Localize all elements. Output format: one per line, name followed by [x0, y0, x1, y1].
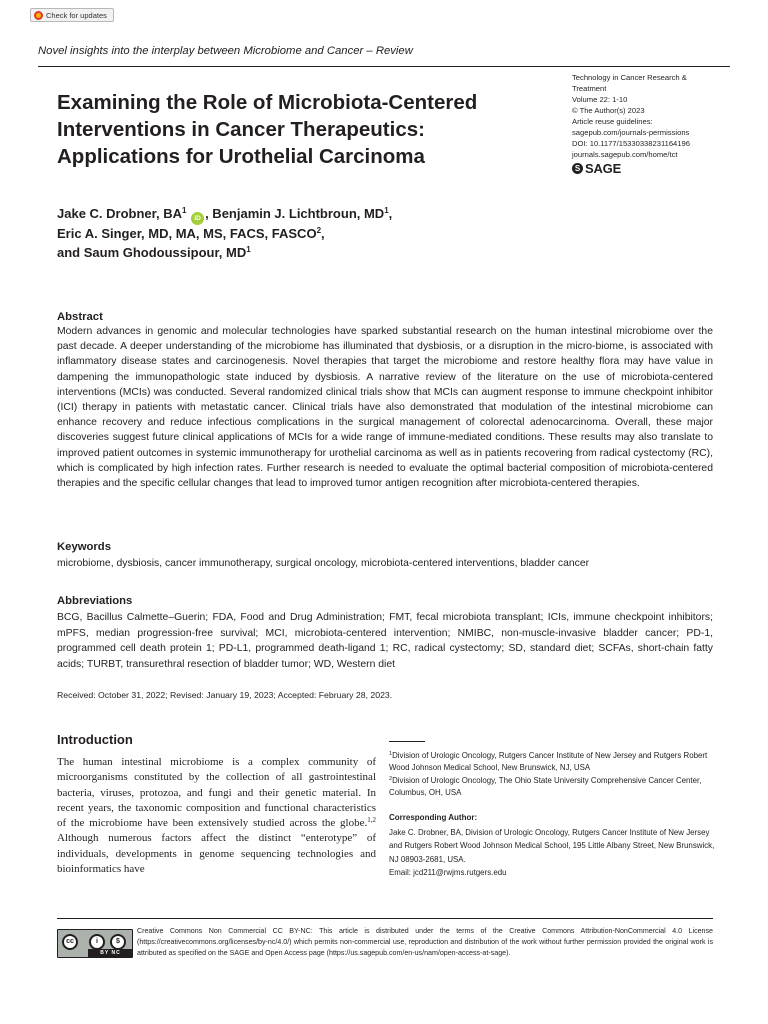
author-separator: , — [321, 226, 325, 241]
noncommercial-icon: $ — [110, 934, 126, 950]
journal-info — [572, 72, 732, 174]
corresponding-author-email[interactable]: Email: jcd211@rwjms.rutgers.edu — [389, 867, 507, 877]
author-list — [57, 205, 577, 262]
article-title — [57, 89, 557, 170]
check-for-updates-button[interactable] — [30, 8, 114, 22]
abstract-heading: Abstract — [57, 311, 103, 323]
crossmark-icon — [34, 11, 43, 20]
header-divider — [38, 66, 730, 67]
affiliations-divider — [389, 741, 425, 742]
affiliation-1 — [389, 750, 721, 775]
author-name: and Saum Ghodoussipour, MD — [57, 244, 247, 260]
journal-permissions-link[interactable]: sagepub.com/journals-permissions — [572, 128, 690, 137]
orcid-icon[interactable]: iD — [191, 212, 204, 225]
author-name: Jake C. Drobner, BA — [57, 206, 182, 221]
introduction-text — [57, 755, 376, 877]
journal-homepage-link[interactable]: journals.sagepub.com/home/tct — [572, 150, 678, 159]
author-separator: , — [388, 206, 393, 221]
affiliation-2 — [389, 775, 721, 800]
title-line: Applications for Urothelial Carcinoma — [57, 145, 425, 168]
corresponding-author-details — [389, 826, 721, 879]
title-line: Interventions in Cancer Therapeutics: — [57, 118, 425, 141]
abbreviations-text: BCG, Bacillus Calmette–Guerin; FDA, Food and Drug Administration; FMT, fecal microbiota transplant; ICIs, immune checkpoint inhibitors; mPFS, median progression-free survival; MCI, microbiota-centered intervention; NMIBC, non-muscle-invasive bladder cancer; PD-1, programmed cell death protein 1; PD-L1, programmed death-ligand 1; RC, radical cystectomy; SD, standard diet; SCFAs, short-chain fatty acids; TURBT, transurethral resection of bladder tumor; WD, Western diet — [57, 612, 713, 670]
keywords-text: microbiome, dysbiosis, cancer immunotherapy, surgical oncology, microbiota-centered interventions, bladder cancer — [57, 558, 590, 569]
author-line — [57, 244, 577, 263]
intro-paragraph-part: The human intestinal microbiome is a complex community of microorganisms constituted by the collection of all gastrointestinal bacteria, viruses, protozoa, and fungi and their genetic material. In recent years, the taxonomic composition and functional characteristics of the microbiome have been extensively studied across the globe. — [57, 756, 376, 830]
license-strip-label: BY NC — [88, 949, 133, 957]
citation-link[interactable]: 1,2 — [367, 816, 376, 825]
journal-name-line1: Technology in Cancer Research & — [572, 73, 687, 82]
author-name: Eric A. Singer, MD, MA, MS, FACS, FASCO — [57, 226, 317, 241]
running-head: Novel insights into the interplay between Microbiome and Cancer – Review — [38, 45, 413, 57]
affiliation-text: Division of Urologic Oncology, The Ohio State University Comprehensive Cancer Center, Columbus, OH, USA — [389, 776, 702, 798]
affiliation-marker: 1 — [182, 206, 187, 215]
received-dates: Received: October 31, 2022; Revised: January 19, 2023; Accepted: February 28, 2023. — [57, 690, 393, 700]
creative-commons-icon: cc — [62, 934, 78, 950]
attribution-icon: i — [89, 934, 105, 950]
affiliation-marker: 1 — [384, 206, 389, 215]
sage-icon: S — [572, 163, 583, 174]
abstract-text: Modern advances in genomic and molecular technologies have sparked substantial research on the human intestinal microbiome over the past decade. A deeper understanding of the microbiome has illuminated that dysbiosis, or a disruption in the micro-biome, is associated with inflammatory disease states and carcinogenesis. Novel therapies that target the microbiome and restore healthy flora may have value in dampening the immunopathologic state induced by dysbiosis. A narrative review of the literature on the use of microbiota-centered interventions (MCIs) was conducted. Several randomized clinical trials show that MCIs can augment response to immune checkpoint inhibitor (ICI) therapy in patients with metastatic cancer. Clinical trials have also demonstrated that modulation of the intestinal microbiome can enhance recovery and reduce infectious complications in the surgical management of colorectal adenocarcinoma. Overall, these major discoveries suggest future clinical applications of MCIs for a wide range of immune-mediated conditions. These results may also translate to improved patient outcomes in systemic immunotherapy for urothelial carcinoma as well as in patients recovering from radical cystectomy (RC), which is complicated by high infection rates. Further research is needed to evaluate the optimal bacterial composition of microbiota-centered therapies and the specific cellular changes that lead to improved tumor antigen recognition after microbiota-centered therapies. — [57, 326, 713, 490]
corresponding-author-address: Jake C. Drobner, BA, Division of Urologic Oncology, Rutgers Cancer Institute of New Jersey and Rutgers Robert Wood Johnson Medical School, 195 Little Albany Street, New Brunswick, NJ 08903-2681, USA. — [389, 828, 715, 864]
check-for-updates-label: Check for updates — [46, 10, 107, 20]
cc-by-nc-badge[interactable] — [57, 929, 133, 958]
author-name: , Benjamin J. Lichtbroun, MD — [205, 206, 385, 221]
journal-doi-link[interactable]: DOI: 10.1177/15330338231164196 — [572, 139, 690, 148]
journal-name-line2: Treatment — [572, 84, 607, 93]
license-text: Creative Commons Non Commercial CC BY-NC: This article is distributed under the terms of the Creative Commons Attribution-NonCommercial 4.0 License (https://creativecommons.org/licenses/by-nc/4.0/) which permits non-commercial use, reproduction and distribution of the work without further permission provided the original work is attributed as specified on the SAGE and Open Access page (https://us.sagepub.com/en-us/nam/open-access-at-sage). — [137, 927, 713, 957]
author-line — [57, 205, 577, 225]
sage-wordmark: SAGE — [585, 161, 622, 176]
journal-volume: Volume 22: 1-10 — [572, 95, 628, 104]
affiliation-marker: 2 — [316, 226, 322, 235]
affiliation-number: 2 — [389, 776, 393, 782]
journal-reuse-label: Article reuse guidelines: — [572, 117, 653, 126]
corresponding-author-heading: Corresponding Author: — [389, 813, 478, 822]
author-line — [57, 225, 577, 244]
intro-paragraph-part: Although numerous factors affect the distinct “enterotype” of individuals, developments in genome sequencing technologies and bioinformatics have — [57, 832, 376, 876]
title-line: Examining the Role of Microbiota-Centered — [57, 91, 478, 114]
abbreviations-heading: Abbreviations — [57, 595, 133, 607]
introduction-heading: Introduction — [57, 732, 133, 747]
affiliation-text: Division of Urologic Oncology, Rutgers Cancer Institute of New Jersey and Rutgers Robert Wood Johnson Medical School, New Brunswick, NJ, USA — [389, 751, 708, 773]
journal-copyright: © The Author(s) 2023 — [572, 106, 645, 115]
affiliation-marker: 1 — [246, 244, 251, 254]
footer-divider — [57, 918, 713, 919]
keywords-heading: Keywords — [57, 541, 111, 553]
affiliation-number: 1 — [389, 751, 393, 757]
sage-logo — [572, 163, 732, 174]
